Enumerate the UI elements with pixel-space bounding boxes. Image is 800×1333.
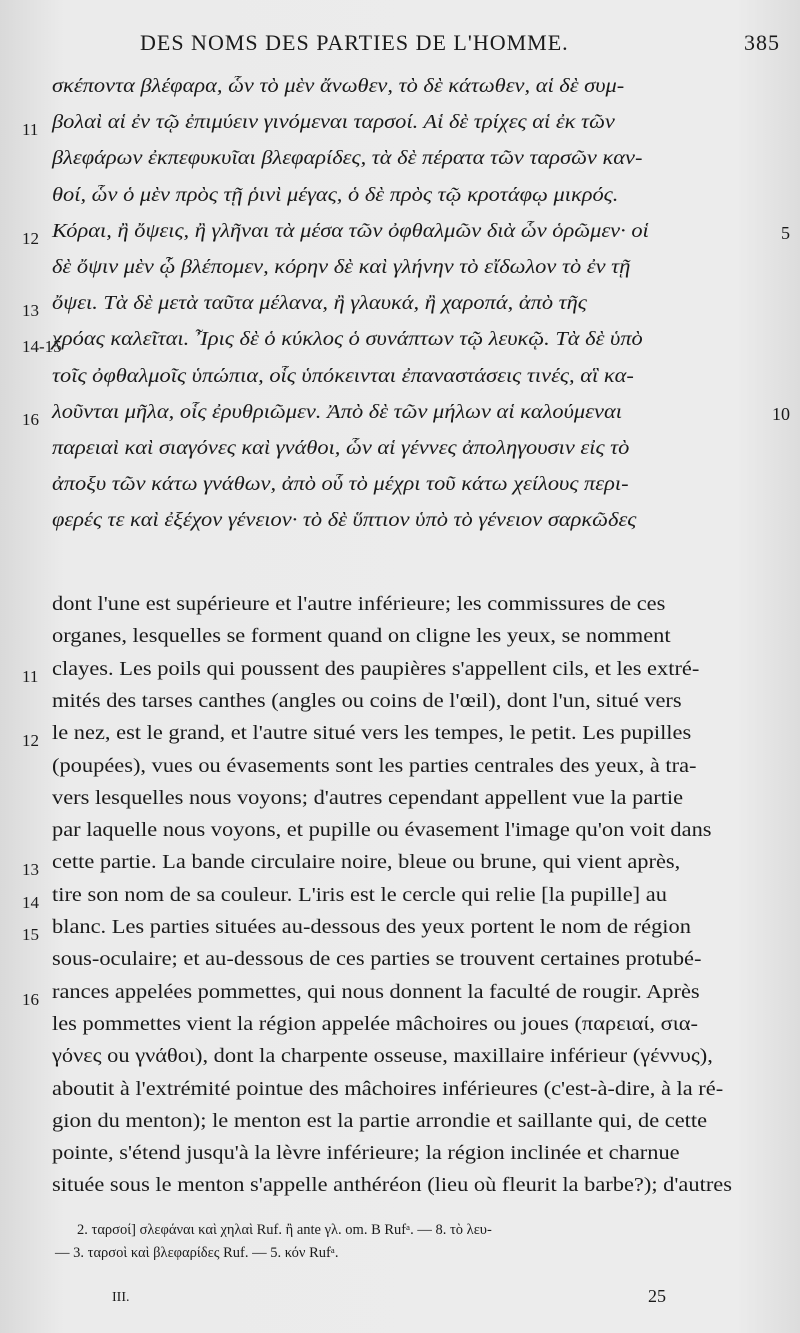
french-line-text: tire son nom de sa couleur. L'iris est le cercle qui relie [la pupille] au [52, 884, 667, 906]
greek-line [22, 112, 615, 140]
source-line-number: 13 [22, 301, 39, 321]
signature-sheet: 25 [648, 1286, 666, 1306]
greek-line [52, 257, 631, 279]
french-line-text: par laquelle nous voyons, et pupille ou évasement l'image qu'on voit dans [52, 820, 712, 842]
greek-line-text: τοῖς ὀφθαλμοῖς ὑπώπια, οἷς ὑπόκεινται ἐπαναστάσεις τινές, αἳ κα- [52, 365, 634, 387]
french-line [52, 690, 682, 713]
french-line [22, 852, 681, 880]
french-line [52, 1046, 713, 1068]
greek-line-text: ἀποξυ τῶν κάτω γνάθων, ἀπὸ οὗ τὸ μέχρι τοῦ κάτω χείλους περι- [52, 474, 629, 496]
source-line-number: 14-15 [22, 337, 62, 357]
french-line-text: pointe, s'étend jusqu'à la lèvre inférieure; la région inclinée et charnue [52, 1143, 680, 1165]
french-line [52, 1143, 680, 1165]
source-line-number: 12 [22, 731, 39, 751]
french-line-text: sous-oculaire; et au-dessous de ces parties se trouvent certaines protubé- [52, 949, 702, 971]
french-line [52, 1110, 708, 1133]
french-line [52, 787, 684, 810]
french-line [52, 755, 697, 778]
french-line [22, 884, 667, 912]
source-line-number: 16 [22, 989, 39, 1009]
source-line-number: 16 [22, 409, 39, 429]
greek-line [22, 329, 643, 357]
greek-line-text: ὄψει. Τὰ δὲ μετὰ ταῦτα μέλανα, ἢ γλαυκά, ἢ χαροπά, ἀπὸ τῆς [52, 293, 587, 315]
greek-line-text: Κόραι, ἢ ὄψεις, ἢ γλῆναι τὰ μέσα τῶν ὀφθαλμῶν διὰ ὧν ὁρῶμεν· οἱ [52, 220, 649, 242]
greek-line-text: λοῦνται μῆλα, οἷς ἐρυθριῶμεν. Ἀπὸ δὲ τῶν μήλων αἱ καλούμεναι [52, 401, 622, 423]
french-line-text: gion du menton); le menton est la partie arrondie et saillante qui, de cette [52, 1110, 708, 1132]
french-line [52, 594, 666, 616]
greek-line-text: βολαὶ αἱ ἐν τῷ ἐπιμύειν γινόμεναι ταρσοί. Αἱ δὲ τρίχες αἱ ἐκ τῶν [52, 112, 615, 134]
french-line-text: les pommettes vient la région appelée mâchoires ou joues (παρειαί, σια- [52, 1013, 698, 1035]
source-line-number: 15 [22, 925, 39, 944]
french-line-text: aboutit à l'extrémité pointue des mâchoires inférieures (c'est-à-dire, à la ré- [52, 1078, 724, 1100]
french-line-text: dont l'une est supérieure et l'autre inférieure; les commissures de ces [52, 594, 666, 615]
french-line-text: cette partie. La bande circulaire noire, bleue ou brune, qui vient après, [52, 852, 681, 874]
french-line [52, 1175, 732, 1197]
source-line-number: 13 [22, 860, 39, 880]
greek-line-text: φερές τε καὶ ἐξέχον γένειον· τὸ δὲ ὕπτιον ὑπὸ τὸ γένειον σαρκῶδες [52, 510, 637, 532]
signature-volume: III. [112, 1290, 130, 1305]
french-line [52, 1078, 724, 1101]
french-line [52, 949, 702, 971]
french-line [22, 723, 692, 751]
greek-line-text: παρειαὶ καὶ σιαγόνες καὶ γνάθοι, ὧν αἱ γέννες ἀποληγουσιν εἰς τὸ [52, 438, 630, 459]
french-line-text: le nez, est le grand, et l'autre situé vers les tempes, le petit. Les pupilles [52, 723, 692, 745]
french-line-text: (poupées), vues ou évasements sont les parties centrales des yeux, à tra- [52, 755, 697, 777]
greek-line [52, 148, 643, 170]
greek-line-text: δὲ ὄψιν μὲν ᾧ βλέπομεν, κόρην δὲ καὶ γλήνην τὸ εἴδωλον τὸ ἐν τῇ [52, 257, 631, 278]
source-line-number: 11 [22, 120, 39, 140]
french-line-text: clayes. Les poils qui poussent des paupières s'appellent cils, et les extré- [52, 658, 700, 680]
greek-line [52, 474, 629, 496]
french-line-text: rances appelées pommettes, qui nous donnent la faculté de rougir. Après [52, 981, 700, 1003]
source-line-number: 14 [22, 892, 39, 912]
french-line [52, 1013, 698, 1036]
greek-line [52, 365, 634, 388]
greek-line [22, 401, 622, 429]
french-line-text: vers lesquelles nous voyons; d'autres cependant appellent vue la partie [52, 787, 684, 809]
french-line [22, 917, 691, 944]
running-title: DES NOMS DES PARTIES DE L'HOMME. [140, 30, 569, 55]
french-line-text: organes, lesquelles se forment quand on cligne les yeux, se nomment [52, 626, 671, 648]
page-number: 385 [744, 30, 780, 55]
french-line [52, 626, 671, 648]
margin-line-number: 5 [781, 222, 790, 243]
greek-line-text: θοί, ὧν ὁ μὲν πρὸς τῇ ῥινὶ μέγας, ὁ δὲ πρὸς τῷ κροτάφῳ μικρός. [52, 184, 619, 206]
footnote-line: 2. ταρσοί] σλεφάναι καὶ χηλαὶ Ruf. ἢ ante γλ. om. B Rufᵃ. — 8. τὸ λευ- [77, 1222, 492, 1238]
french-line-text: mités des tarses canthes (angles ou coins de l'œil), dont l'un, situé vers [52, 690, 682, 712]
greek-line [52, 76, 625, 98]
greek-line [52, 184, 619, 207]
greek-line [52, 510, 637, 532]
greek-line-text: χρόας καλεῖται. Ἶρις δὲ ὁ κύκλος ὁ συνάπτων τῷ λευκῷ. Τὰ δὲ ὑπὸ [52, 329, 643, 351]
greek-line [22, 220, 649, 248]
greek-line [22, 293, 587, 321]
french-line-text: située sous le menton s'appelle anthéréon (lieu où fleurit la barbe?); d'autres [52, 1175, 732, 1197]
greek-line-text: σκέποντα βλέφαρα, ὧν τὸ μὲν ἄνωθεν, τὸ δὲ κάτωθεν, αἱ δὲ συμ- [52, 76, 625, 97]
source-line-number: 11 [22, 666, 39, 686]
greek-line-text: βλεφάρων ἐκπεφυκυῖαι βλεφαρίδες, τὰ δὲ πέρατα τῶν ταρσῶν καν- [52, 148, 643, 170]
french-line-text: γόνες ou γνάθοι), dont la charpente osseuse, maxillaire inférieur (γέννυς), [52, 1046, 713, 1068]
source-line-number: 12 [22, 228, 39, 248]
french-line [22, 658, 700, 686]
margin-line-number: 10 [772, 403, 790, 424]
footnote-line: — 3. ταρσοὶ καὶ βλεφαρίδες Ruf. — 5. κόν Rufᵃ. [55, 1245, 339, 1261]
french-line-text: blanc. Les parties situées au-dessous des yeux portent le nom de région [52, 917, 691, 938]
french-line [22, 981, 700, 1009]
french-line [52, 820, 712, 842]
greek-line [52, 438, 630, 460]
